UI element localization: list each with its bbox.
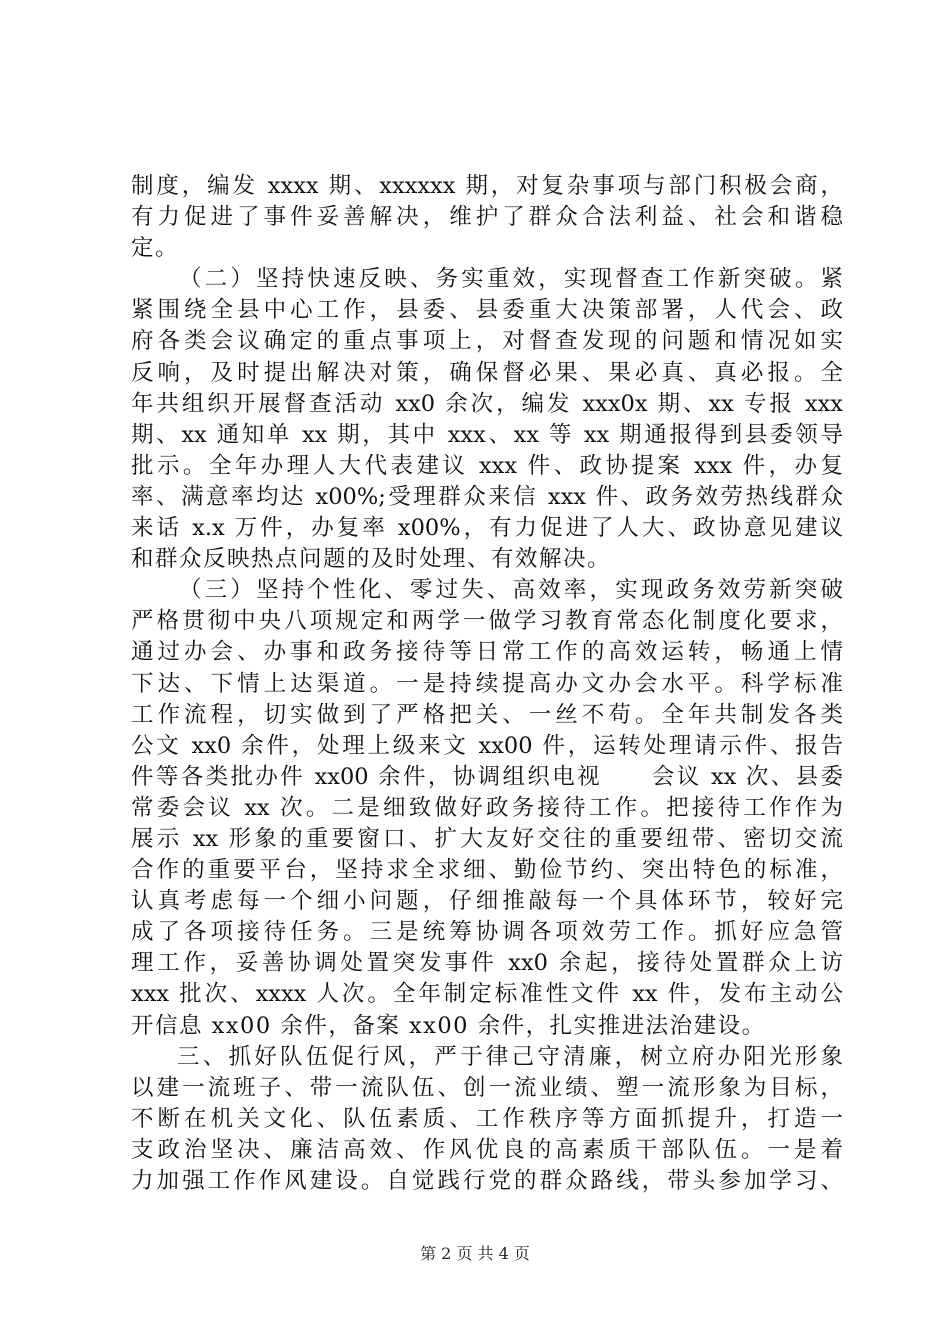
- text-line: 下达、下情上达渠道。一是持续提高办文办会水平。科学标准: [131, 670, 843, 697]
- text-line: 紧围绕全县中心工作，县委、县委重大决策部署，人代会、政: [131, 297, 843, 324]
- document-body: [131, 171, 843, 1197]
- text-line: 工作流程，切实做到了严格把关、一丝不苟。全年共制发各类: [131, 701, 843, 728]
- text-line: 公文 xx0 余件，处理上级来文 xx00 件，运转处理请示件、报告: [131, 732, 843, 759]
- text-line: 制度，编发 xxxx 期、xxxxxx 期，对复杂事项与部门积极会商，: [131, 173, 843, 199]
- page-number-label: 第 2 页 共 4 页: [420, 1244, 530, 1263]
- text-line: 不断在机关文化、队伍素质、工作秩序等方面抓提升，打造一: [131, 1105, 843, 1132]
- text-line: 批示。全年办理人大代表建议 xxx 件、政协提案 xxx 件，办复: [131, 452, 843, 479]
- text-line: 理工作，妥善协调处置突发事件 xx0 余起，接待处置群众上访: [131, 950, 843, 977]
- text-line: 年共组织开展督查活动 xx0 余次，编发 xxx0x 期、xx 专报 xxx: [131, 390, 843, 417]
- text-line: 开信息 xx00 余件，备案 xx00 余件，扎实推进法治建设。: [131, 1012, 766, 1039]
- text-line: 力加强工作作风建设。自觉践行党的群众路线，带头参加学习、: [131, 1168, 843, 1194]
- text-line: 件等各类批办件 xx00 余件，协调组织电视 会议 xx 次、县委: [131, 763, 843, 790]
- text-line: 定。: [131, 235, 180, 262]
- text-line: 通过办会、办事和政务接待等日常工作的高效运转，畅通上情: [131, 639, 843, 666]
- text-line: 率、满意率均达 x00%;受理群众来信 xxx 件、政务效劳热线群众: [131, 483, 843, 510]
- text-line: 反响，及时提出解决对策，确保督必果、果必真、真必报。全: [131, 359, 843, 386]
- text-line: 有力促进了事件妥善解决，维护了群众合法利益、社会和谐稳: [131, 204, 843, 231]
- text-line: 支政治坚决、廉洁高效、作风优良的高素质干部队伍。一是着: [131, 1136, 843, 1163]
- text-line: 常委会议 xx 次。二是细致做好政务接待工作。把接待工作作为: [131, 794, 843, 821]
- text-line: 合作的重要平台，坚持求全求细、勤俭节约、突出特色的标准，: [131, 857, 843, 884]
- section-heading-3: （三）坚持个性化、零过失、高效率，实现政务效劳新突破: [179, 577, 843, 604]
- text-line: 展示 xx 形象的重要窗口、扩大友好交往的重要纽带、密切交流: [131, 825, 843, 852]
- text-line: 严格贯彻中央八项规定和两学一做学习教育常态化制度化要求，: [131, 608, 843, 635]
- text-line: 成了各项接待任务。三是统筹协调各项效劳工作。抓好应急管: [131, 919, 843, 946]
- text-line: 认真考虑每一个细小问题，仔细推敲每一个具体环节，较好完: [131, 888, 843, 915]
- text-line: 以建一流班子、带一流队伍、创一流业绩、塑一流形象为目标，: [131, 1074, 843, 1101]
- section-heading-2: （二）坚持快速反映、务实重效，实现督查工作新突破。紧: [179, 266, 843, 293]
- page-footer: [0, 1244, 950, 1264]
- text-line: 府各类会议确定的重点事项上，对督查发现的问题和情况如实: [131, 328, 843, 355]
- text-line: 来话 x.x 万件，办复率 x00%，有力促进了人大、政协意见建议: [131, 515, 843, 542]
- text-line: 期、xx 通知单 xx 期，其中 xxx、xx 等 xx 期通报得到县委领导: [131, 421, 843, 448]
- text-line: 和群众反映热点问题的及时处理、有效解决。: [131, 546, 612, 573]
- text-line: xxx 批次、xxxx 人次。全年制定标准性文件 xx 件，发布主动公: [131, 981, 843, 1008]
- section-heading-three: 三、抓好队伍促行风，严于律己守清廉，树立府办阳光形象: [177, 1043, 843, 1070]
